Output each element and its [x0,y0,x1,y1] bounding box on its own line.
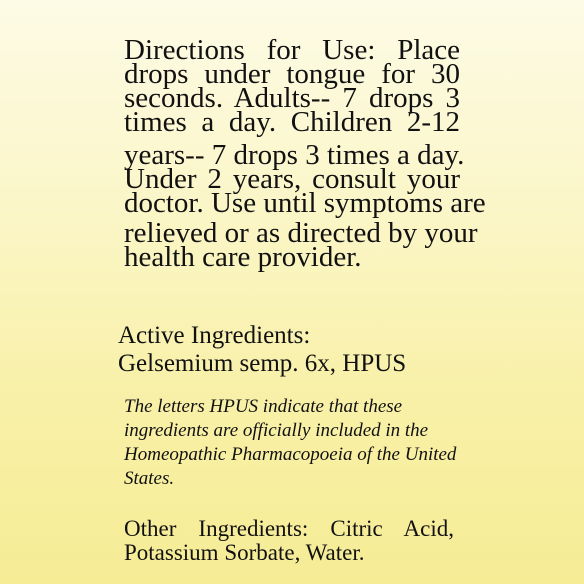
directions-line: relieved or as directed by your [124,217,478,249]
directions-line: years-- 7 drops 3 times a day. [124,139,465,171]
hpus-note-line: Homeopathic Pharmacopoeia of the United [124,444,457,465]
directions-line: health care provider. [124,241,362,273]
hpus-note-line: The letters HPUS indicate that these [124,396,403,417]
other-ingredients-line: Potassium Sorbate, Water. [124,540,365,565]
directions-line: Under 2 years, consult your [124,163,460,195]
active-ingredients-value: Gelsemium semp. 6x, HPUS [118,350,407,377]
directions-line: drops under tongue for 30 [124,58,460,90]
directions-line: seconds. Adults-- 7 drops 3 [124,82,460,114]
other-ingredients-line: Other Ingredients: Citric Acid, [124,516,454,541]
directions-line: times a day. Children 2-12 [124,106,460,138]
directions-line: Directions for Use: Place [124,34,460,66]
hpus-note-line: ingredients are officially included in the [124,420,429,441]
active-ingredients-heading: Active Ingredients: [118,322,311,349]
hpus-note-line: States. [124,468,175,489]
directions-line: doctor. Use until symptoms are [124,187,486,219]
